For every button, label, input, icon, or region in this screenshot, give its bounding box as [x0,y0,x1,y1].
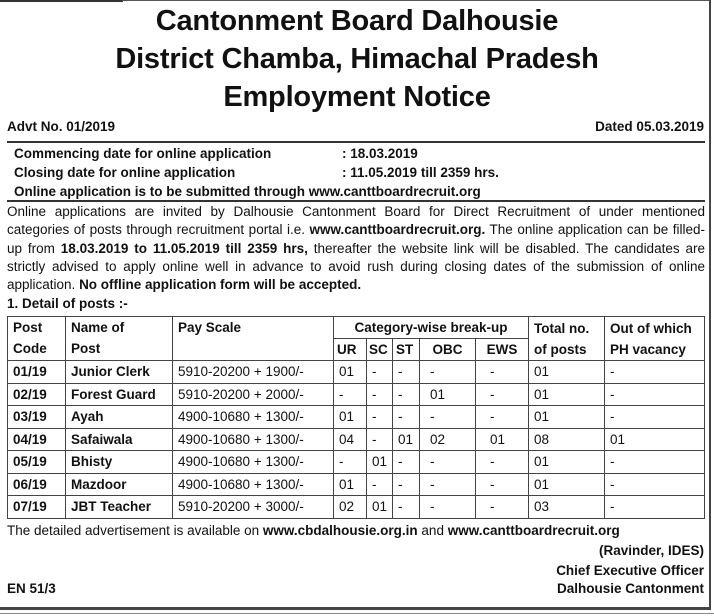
dates-box [14,144,499,201]
posts-table [7,316,705,519]
para-text-2: The online application can be filled-up from [7,222,705,256]
cell-ur: 04 [334,428,367,451]
cell-code: 06/19 [8,473,66,496]
divider-bottom [7,200,705,202]
signatory-office: Dalhousie Cantonment [556,581,704,596]
commencing-label: Commencing date for online application [14,146,272,161]
en-code: EN 51/3 [7,581,56,596]
cell-ur: 02 [334,496,367,519]
footer-text: The detailed advertisement is available on [7,523,263,538]
commencing-value: : 18.03.2019 [342,146,418,161]
cell-sc: - [367,361,393,384]
cell-sc: - [367,383,393,406]
col-header-st: ST [393,339,420,361]
table-row [8,406,705,429]
cell-code: 07/19 [8,496,66,519]
cell-ph: - [605,406,705,429]
cell-obc: 02 [420,428,476,451]
table-row [8,361,705,384]
cell-code: 05/19 [8,451,66,474]
border-bottom [0,607,711,610]
cell-code: 01/19 [8,361,66,384]
cell-ph: - [605,383,705,406]
para-text-1: Online applications are invited by Dalhousie Cantonment Board for Direct Recruitment of under mentioned categories of posts through recruitment portal i.e. [7,204,705,238]
cell-ph: - [605,496,705,519]
commencing-row [14,144,499,163]
section-heading-posts: 1. Detail of posts :- [7,296,128,311]
table-row [8,473,705,496]
cell-obc: - [420,361,476,384]
cell-pay: 4900-10680 + 1300/- [173,428,334,451]
title-notice: Employment Notice [223,81,491,113]
table-row [8,428,705,451]
col-header-ph: Out of which PH vacancy [605,317,705,361]
table-row [8,383,705,406]
cell-ur: - [334,451,367,474]
cell-name: Ayah [66,406,173,429]
closing-label: Closing date for online application [14,165,236,180]
cell-name: JBT Teacher [66,496,173,519]
cell-st: - [393,473,420,496]
cell-ur: 01 [334,406,367,429]
col-header-category: Category-wise break-up [334,317,529,339]
cell-ews: 01 [476,428,529,451]
cell-pay: 4900-10680 + 1300/- [173,451,334,474]
cell-ur: - [334,383,367,406]
cell-code: 02/19 [8,383,66,406]
cell-ews: - [476,406,529,429]
border-top-thin [122,0,711,1]
cell-sc: 01 [367,451,393,474]
cell-sc: 01 [367,496,393,519]
cell-st: - [393,496,420,519]
col-header-post-code: Post Code [8,317,66,361]
portal-link[interactable]: www.canttboardrecruit.org. [309,222,486,238]
signatory-name: (Ravinder, IDES) [598,543,704,558]
title-organization: Cantonment Board Dalhousie [155,5,559,37]
cell-name: Junior Clerk [66,361,173,384]
advt-number: Advt No. 01/2019 [7,119,116,134]
para-text-3: thereafter the website link will be disabled. The candidates are strictly advised to apply online well in advance to avoid rush during closing dates of the submission of online application. [7,240,705,293]
notice-date: Dated 05.03.2019 [595,119,704,134]
cell-code: 04/19 [8,428,66,451]
col-header-pay-scale: Pay Scale [173,317,334,361]
cell-obc: - [420,406,476,429]
canttboardrecruit-link[interactable]: www.canttboardrecruit.org [447,523,620,538]
signatory-designation: Chief Executive Officer [556,563,704,578]
cell-st: - [393,361,420,384]
submit-line: Online application is to be submitted through www.canttboardrecruit.org [14,184,481,199]
cell-pay: 5910-20200 + 1900/- [173,361,334,384]
submit-row [14,182,499,201]
cell-ews: - [476,451,529,474]
cbdalhousie-link[interactable]: www.cbdalhousie.org.in [262,523,418,538]
cell-name: Bhisty [66,451,173,474]
cell-st: - [393,451,420,474]
cell-pay: 4900-10680 + 1300/- [173,473,334,496]
col-header-sc: SC [367,339,393,361]
border-top-thick [0,0,123,2]
cell-total: 01 [529,451,605,474]
application-window: 18.03.2019 to 11.05.2019 till 2359 hrs, [60,240,308,256]
cell-ph: - [605,473,705,496]
cell-obc: - [420,451,476,474]
closing-row [14,163,499,182]
cell-name: Mazdoor [66,473,173,496]
cell-total: 01 [529,361,605,384]
cell-total: 03 [529,496,605,519]
cell-ph: 01 [605,428,705,451]
cell-sc: - [367,428,393,451]
cell-name: Safaiwala [66,428,173,451]
col-header-ews: EWS [476,339,529,361]
cell-sc: - [367,473,393,496]
cell-obc: - [420,496,476,519]
cell-total: 01 [529,383,605,406]
cell-obc: - [420,473,476,496]
border-bottom-secondary [0,613,714,614]
cell-ews: - [476,496,529,519]
cell-ur: 01 [334,361,367,384]
cell-ph: - [605,361,705,384]
cell-sc: - [367,406,393,429]
cell-ur: 01 [334,473,367,496]
cell-pay: 4900-10680 + 1300/- [173,406,334,429]
col-header-name: Name of Post [66,317,173,361]
cell-ews: - [476,383,529,406]
col-header-total: Total no. of posts [529,317,605,361]
cell-total: 08 [529,428,605,451]
closing-value: : 11.05.2019 till 2359 hrs. [342,165,499,180]
cell-ph: - [605,451,705,474]
cell-st: 01 [393,428,420,451]
cell-st: - [393,406,420,429]
footer-and: and [417,523,448,538]
table-row [8,496,705,519]
cell-total: 01 [529,406,605,429]
table-row [8,451,705,474]
cell-ews: - [476,473,529,496]
cell-st: - [393,383,420,406]
col-header-obc: OBC [420,339,476,361]
cell-total: 01 [529,473,605,496]
header-row-1 [8,317,705,339]
cell-ews: - [476,361,529,384]
cell-pay: 5910-20200 + 2000/- [173,383,334,406]
intro-paragraph [7,203,705,294]
col-header-ur: UR [334,339,367,361]
cell-pay: 5910-20200 + 3000/- [173,496,334,519]
cell-code: 03/19 [8,406,66,429]
cell-name: Forest Guard [66,383,173,406]
offline-warning: No offline application form will be accepted. [79,277,362,293]
title-district: District Chamba, Himachal Pradesh [115,43,599,75]
divider-top [7,141,705,143]
cell-obc: 01 [420,383,476,406]
advertisement-availability [7,523,620,538]
